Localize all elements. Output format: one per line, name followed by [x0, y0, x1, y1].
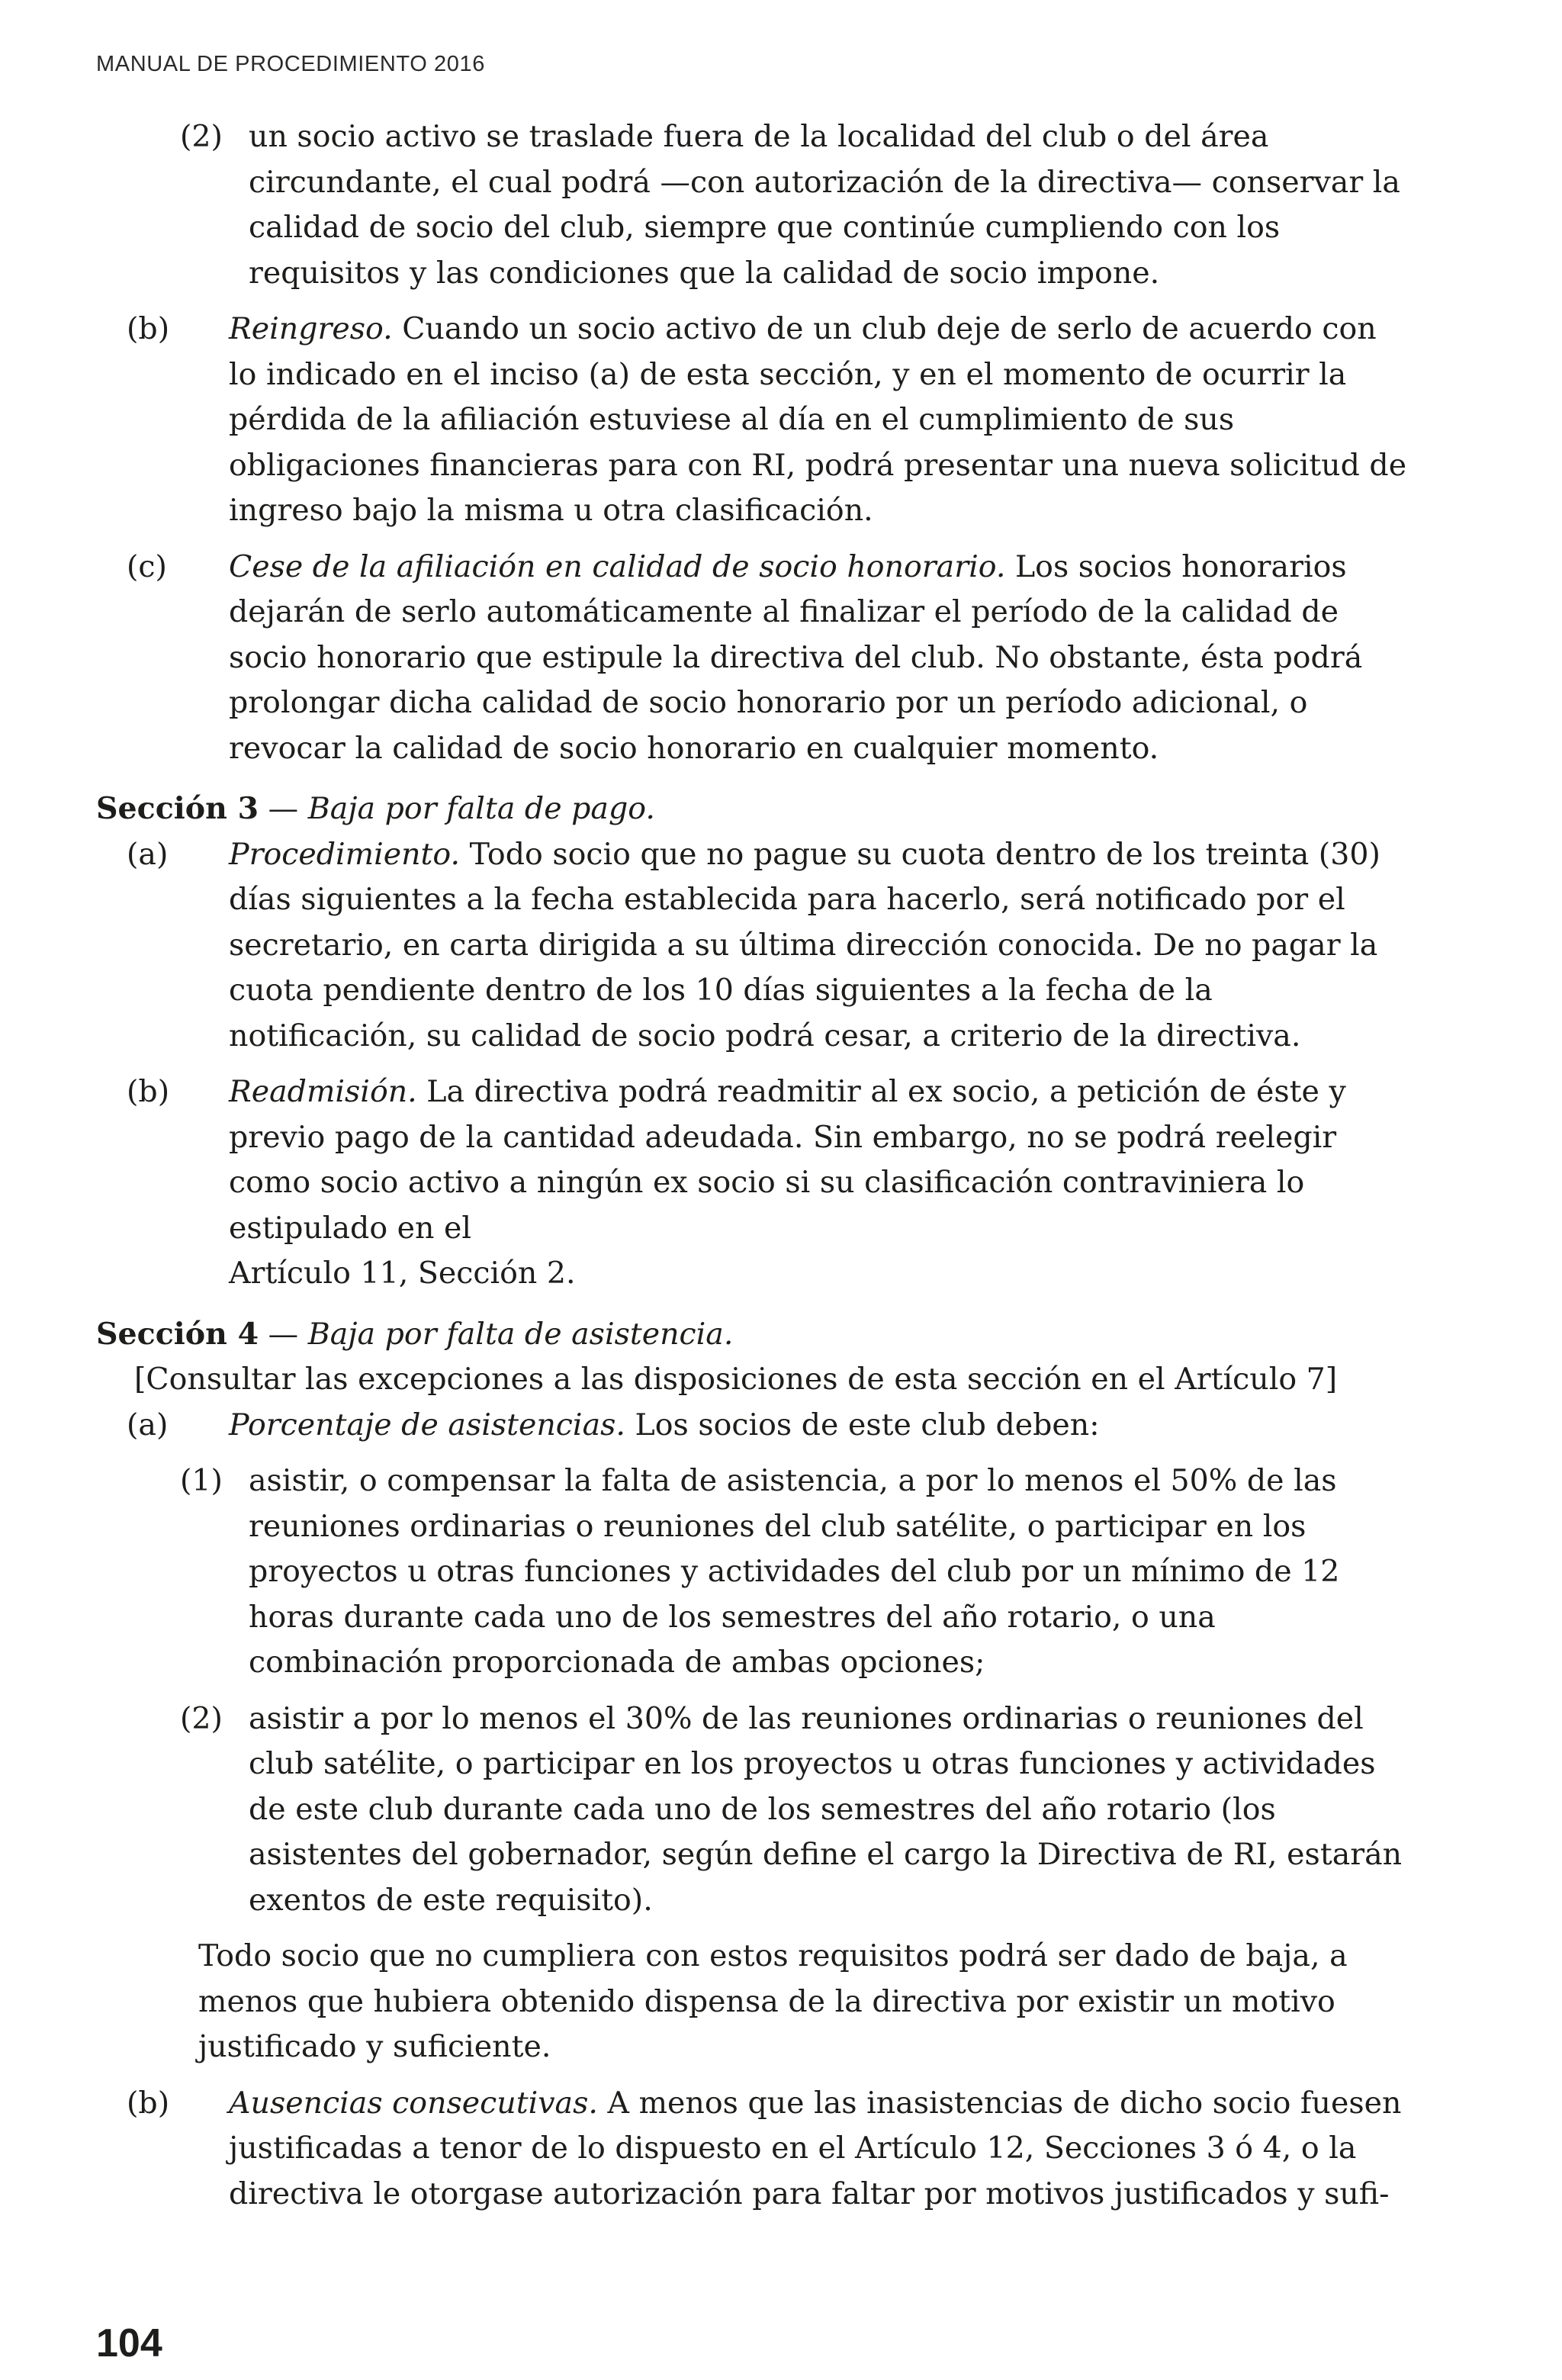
clause-text — [229, 1069, 1408, 1297]
section-4-heading — [96, 1312, 1408, 1358]
clause-body: Cuando un socio activo de un club deje de serlo de acuerdo con lo indicado en el inciso (a) de esta sección, y en el momento de ocurrir la pérdida de la afiliación estuviese al día en el cumplimiento de sus obligaciones financieras para con RI, podrá presentar una nueva solicitud de ingreso bajo la misma u otra clasificación. — [229, 311, 1407, 528]
clause-title: Porcentaje de asistencias. — [229, 1407, 625, 1442]
section-3-heading — [96, 786, 1408, 832]
clause-text — [229, 832, 1408, 1060]
clause-body-continued: Artículo 11, Sección 2. — [229, 1256, 576, 1291]
clause-text — [229, 1403, 1408, 1449]
page-footer — [96, 2320, 162, 2366]
page-body — [96, 114, 1408, 2217]
clause-body: La directiva podrá readmitir al ex socio, a petición de éste y previo pago de la cantidad adeudada. Sin embargo, no se podrá reelegir como socio activo a ningún ex socio si su clasificación contraviniera lo estipulado en el — [229, 1074, 1346, 1246]
clause-title: Reingreso. — [229, 311, 393, 346]
clause-letter: (c) — [127, 548, 167, 584]
section-title: Baja por falta de pago. — [307, 791, 655, 826]
clause-body: Los socios honorarios dejarán de serlo automáticamente al finalizar el período de la calidad de socio honorario que estipule la directiva del club. No obstante, ésta podrá prolongar dicha calidad de socio honorario por un período adicional, o revocar la calidad de socio honorario en cualquier momento. — [229, 548, 1363, 766]
clause-text — [229, 307, 1408, 534]
clause-body: Todo socio que no pague su cuota dentro de los treinta (30) días siguientes a la fecha establecida para hacerlo, será notificado por el secretario, en carta dirigida a su última dirección conocida. De no pagar la cuota pendiente dentro de los 10 días siguientes a la fecha de la notificación, su calidad de socio podrá cesar, a criterio de la directiva. — [229, 836, 1380, 1053]
clause-cese-honorario — [96, 545, 1408, 772]
section-title: Baja por falta de asistencia. — [307, 1316, 734, 1352]
closing-paragraph: Todo socio que no cumpliera con estos requisitos podrá ser dado de baja, a menos que hubiera obtenido dispensa de la directiva por existir un motivo justificado y suficiente. — [198, 1938, 1348, 2064]
clause-letter: (b) — [127, 2085, 170, 2121]
item-number: (1) — [180, 1463, 223, 1498]
section-dash: — — [259, 791, 308, 826]
clause-text — [229, 2081, 1408, 2218]
clause-letter: (a) — [127, 1407, 169, 1442]
item-number: (2) — [180, 1700, 223, 1736]
clause-porcentaje-asistencias — [96, 1403, 1408, 1449]
clause-letter: (b) — [127, 1074, 170, 1109]
clause-body: Los socios de este club deben: — [625, 1407, 1100, 1442]
clause-letter: (a) — [127, 836, 169, 872]
item-text: asistir a por lo menos el 30% de las reuniones ordinarias o reuniones del club satélite, o participar en los proyectos u otras funciones y actividades de este club durante cada uno de los semestres del año rotario (los asistentes del gobernador, según define el cargo la Directiva de RI, estarán exentos de este requisito). — [249, 1700, 1403, 1918]
section-dash: — — [259, 1316, 308, 1352]
clause-procedimiento — [96, 832, 1408, 1060]
section-label: Sección 3 — [96, 791, 259, 826]
page-number: 104 — [96, 2321, 162, 2366]
section-label: Sección 4 — [96, 1316, 259, 1352]
section-note: [Consultar las excepciones a las disposiciones de esta sección en el Artículo 7] — [134, 1362, 1338, 1397]
clause-title: Procedimiento. — [229, 836, 461, 872]
list-item-1 — [96, 1459, 1408, 1686]
item-text: un socio activo se traslade fuera de la localidad del club o del área circundante, el cual podrá —con autorización de la directiva— conservar la calidad de socio del club, siempre que continúe cumpliendo con los requisitos y las condiciones que la calidad de socio impone. — [249, 119, 1400, 291]
item-text: asistir, o compensar la falta de asistencia, a por lo menos el 50% de las reuniones ordinarias o reuniones del club satélite, o participar en los proyectos u otras funciones y actividades del club por un mínimo de 12 horas durante cada uno de los semestres del año rotario, o una combinación proporcionada de ambas opciones; — [249, 1463, 1340, 1680]
clause-ausencias-consecutivas — [96, 2081, 1408, 2218]
clause-readmision — [96, 1069, 1408, 1297]
clause-title: Ausencias consecutivas. — [229, 2085, 598, 2121]
clause-letter: (b) — [127, 311, 170, 346]
clause-reingreso — [96, 307, 1408, 534]
clause-body: A menos que las inasistencias de dicho socio fuesen justificadas a tenor de lo dispuesto en el Artículo 12, Secciones 3 ó 4, o la directiva le otorgase autorización para faltar por motivos justificados y sufi- — [229, 2085, 1402, 2211]
list-item-2 — [96, 1697, 1408, 1924]
running-header: MANUAL DE PROCEDIMIENTO 2016 — [96, 52, 485, 76]
item-number: (2) — [180, 119, 223, 154]
clause-title: Readmisión. — [229, 1074, 417, 1109]
list-item-a2 — [96, 114, 1408, 296]
clause-text — [229, 545, 1408, 772]
clause-title: Cese de la afiliación en calidad de socio honorario. — [229, 548, 1006, 584]
